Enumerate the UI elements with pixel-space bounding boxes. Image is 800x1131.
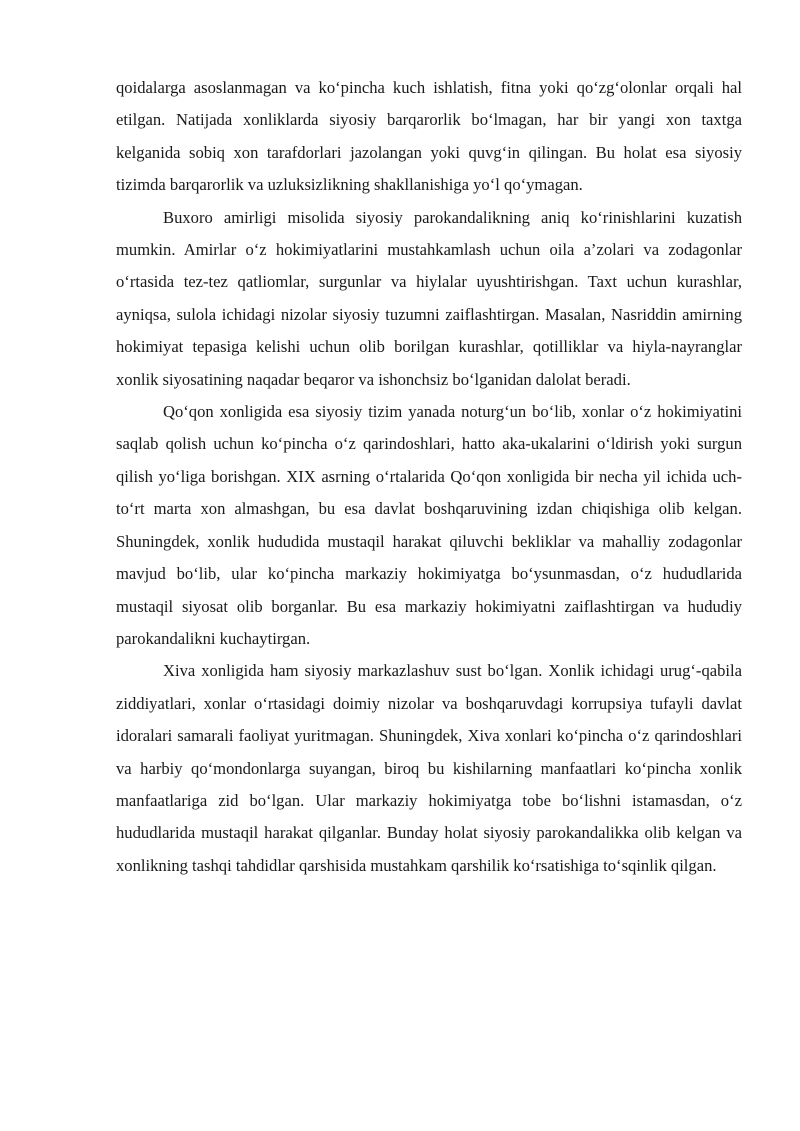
paragraph-continuation: qoidalarga asoslanmagan va ko‘pincha kuch ishlatish, fitna yoki qo‘zg‘olonlar orqali hal etilgan. Natijada xonliklarda siyosiy barqarorlik bo‘lmagan, har bir yangi xon taxtga kelganida sobiq xon tarafdorlari jazolangan yoki quvg‘in qilingan. Bu holat esa siyosiy tizimda barqarorlik va uzluksizlikning shakllanishiga yo‘l qo‘ymagan. bbox=[116, 78, 742, 195]
paragraph-khiva: Xiva xonligida ham siyosiy markazlashuv sust bo‘lgan. Xonlik ichidagi urug‘-qabila ziddiyatlari, xonlar o‘rtasidagi doimiy nizolar va boshqaruvdagi korrupsiya tufayli davlat idoralari samarali faoliyat yuritmagan. Shuningdek, Xiva xonlari ko‘pincha o‘z qarindoshlari va harbiy qo‘mondonlarga suyangan, biroq bu kishilarning manfaatlari ko‘pincha xonlik manfaatlariga zid bo‘lgan. Ular markaziy hokimiyatga tobe bo‘lishni istamasdan, o‘z hududlarida mustaqil harakat qilganlar. Bunday holat siyosiy parokandalikka olib kelgan va xonlikning tashqi tahdidlar qarshisida mustahkam qarshilik ko‘rsatishiga to‘sqinlik qilgan. bbox=[116, 661, 742, 875]
document-page bbox=[116, 72, 742, 882]
paragraph-bukhara: Buxoro amirligi misolida siyosiy parokandalikning aniq ko‘rinishlarini kuzatish mumkin. Amirlar o‘z hokimiyatlarini mustahkamlash uchun oila a’zolari va zodagonlar o‘rtasida tez-tez qatliomlar, surgunlar va hiylalar uyushtirishgan. Taxt uchun kurashlar, ayniqsa, sulola ichidagi nizolar siyosiy tuzumni zaiflashtirgan. Masalan, Nasriddin amirning hokimiyat tepasiga kelishi uchun olib borilgan kurashlar, qotilliklar va hiyla-nayranglar xonlik siyosatining naqadar beqaror va ishonchsiz bo‘lganidan dalolat beradi. bbox=[116, 207, 742, 389]
paragraph-kokand: Qo‘qon xonligida esa siyosiy tizim yanada noturg‘un bo‘lib, xonlar o‘z hokimiyatini saqlab qolish uchun ko‘pincha o‘z qarindoshlari, hatto aka-ukalarini o‘ldirish yoki surgun qilish yo‘liga borishgan. XIX asrning o‘rtalarida Qo‘qon xonligida bir necha yil ichida uch-to‘rt marta xon almashgan, bu esa davlat boshqaruvining izdan chiqishiga olib kelgan. Shuningdek, xonlik hududida mustaqil harakat qiluvchi bekliklar va mahalliy zodagonlar mavjud bo‘lib, ular ko‘pincha markaziy hokimiyatga bo‘ysunmasdan, o‘z hududlarida mustaqil siyosat olib borganlar. Bu esa markaziy hokimiyatni zaiflashtirgan va hududiy parokandalikni kuchaytirgan. bbox=[116, 402, 742, 648]
